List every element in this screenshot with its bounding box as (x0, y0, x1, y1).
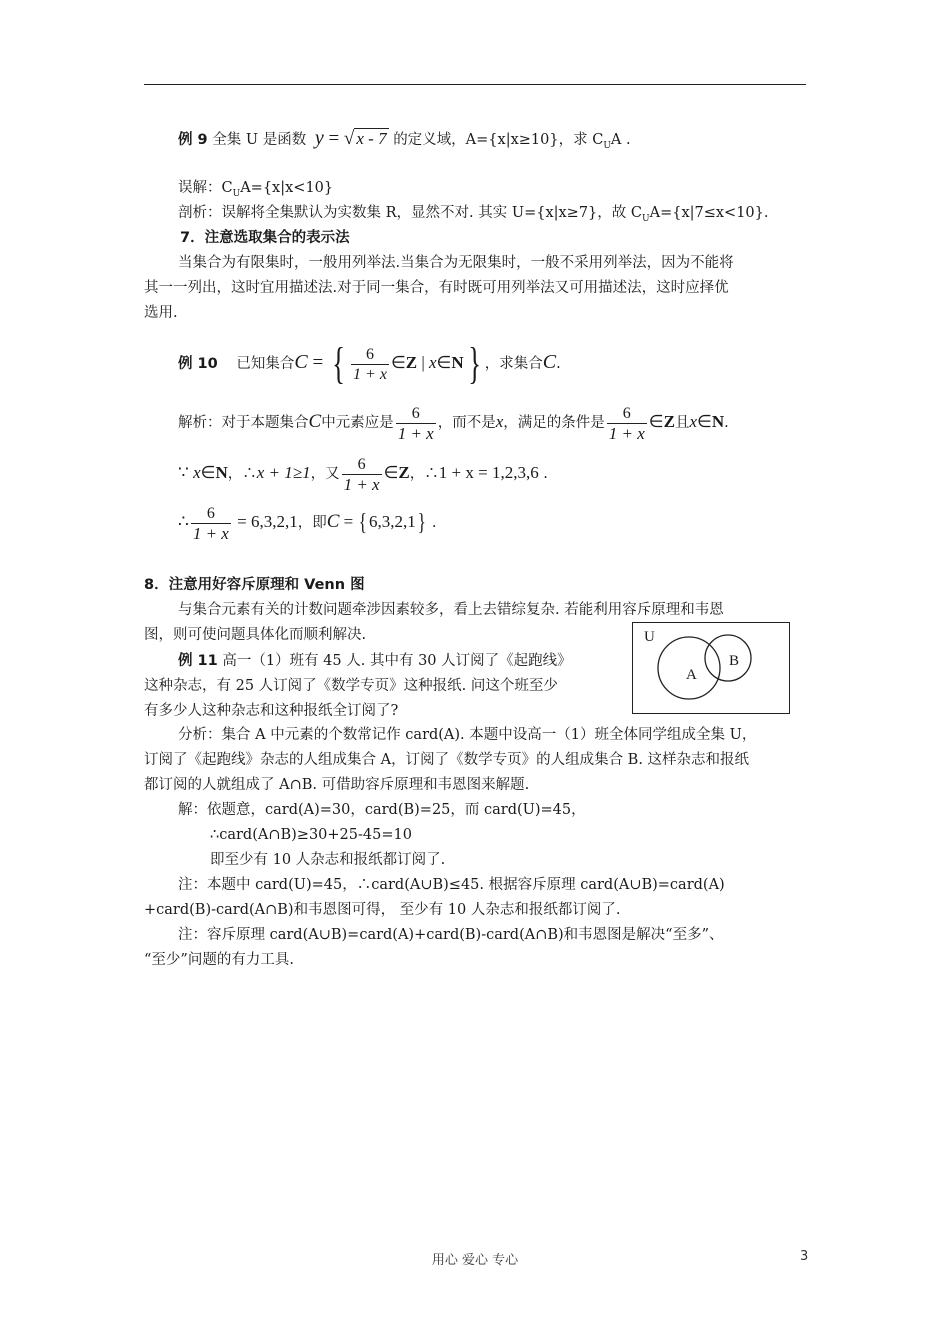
sol-text-2: 中元素应是 (321, 415, 394, 431)
var-x: x (429, 353, 437, 372)
left-brace: { (332, 339, 345, 388)
sol-in: ∈ (648, 412, 664, 431)
l3-right-brace: } (417, 510, 426, 536)
l3-eq: = (339, 512, 358, 531)
l2-also: ，又 (310, 466, 340, 482)
sqrt-sign: √ (343, 128, 355, 149)
section-7-para-1: 当集合为有限集时，一般用列举法.当集合为无限集时，一般不采用列举法，因为不能将 (178, 255, 734, 271)
complement-sub: U (603, 140, 611, 151)
venn-diagram (632, 622, 790, 714)
example-10-label: 例 10 (178, 356, 218, 372)
example-9 (178, 128, 631, 156)
l2-in: ∈ (200, 463, 216, 482)
sol-fraction-2 (607, 404, 647, 443)
l2-fraction-num: 6 (357, 455, 366, 473)
right-brace: } (467, 339, 481, 388)
analysis-9-text: 剖析：误解将全集默认为实数集 R，显然不对. 其实 U={x|x≥7}，故 C (178, 205, 642, 221)
l3-fraction-den: 1 + x (192, 523, 229, 543)
note-1-line-2: +card(B)-card(A∩B)和韦恩图可得， 至少有 10 人杂志和报纸都订阅了. (144, 902, 621, 918)
l2-fraction-den: 1 + x (343, 474, 380, 494)
example-9-text-3: A . (610, 132, 631, 148)
wrong-sub: U (232, 188, 241, 199)
formula-eq: = (323, 128, 344, 149)
example-10-text-2: ，求集合 (484, 356, 543, 372)
fraction-num: 6 (365, 345, 374, 363)
analysis-11-line-2: 订阅了《起跑线》杂志的人组成集合 A，订阅了《数学专页》的人组成集合 B. 这样杂志和报纸 (144, 752, 750, 768)
example-11-line-2: 这种杂志，有 25 人订阅了《数学专页》这种报纸. 问这个班至少 (144, 678, 558, 694)
sol-period: . (724, 415, 729, 431)
example-10 (178, 339, 561, 388)
sol-fraction-num: 6 (411, 404, 420, 422)
l2-period: . (538, 466, 548, 482)
sol-text-3: ，而不是 (437, 415, 496, 431)
page-number: 3 (800, 1249, 809, 1264)
sol-x: x (495, 412, 504, 431)
l2-therefore: ，∴ (227, 466, 257, 482)
l2-Z: Z (398, 463, 410, 482)
analysis-9-text-2: A={x|7≤x<10}. (649, 205, 769, 221)
bar: | (417, 353, 429, 372)
section-7-para-3: 选用. (144, 305, 178, 321)
l3-values: = 6,3,2,1 (232, 512, 298, 531)
solution-11-line-3: 即至少有 10 人杂志和报纸都订阅了. (210, 852, 446, 868)
sol-fraction-2-den: 1 + x (608, 423, 645, 443)
wrong-text: 误解：C (178, 180, 233, 196)
analysis-11-line-1: 分析：集合 A 中元素的个数常记作 card(A). 本题中设高一（1）班全体同学组成全集 U， (178, 727, 757, 743)
integers-Z: Z (405, 353, 418, 372)
venn-svg (633, 623, 788, 712)
l2-ineq: x + 1≥1 (256, 463, 311, 482)
l2-values: 1 + x = 1,2,3,6 (438, 463, 539, 482)
l2-x: x (193, 463, 201, 482)
example-11-label: 例 11 (178, 653, 218, 669)
analysis-11-line-3: 都订阅的人就组成了 A∩B. 可借助容斥原理和韦恩图来解题. (144, 777, 530, 793)
venn-label-U: U (644, 629, 655, 645)
solution-11-line-1: 解：依题意，card(A)=30，card(B)=25，而 card(U)=45， (178, 802, 586, 818)
venn-label-A: A (686, 667, 697, 683)
eq-sign: = (307, 352, 328, 373)
element-of-2: ∈ (436, 353, 452, 372)
analysis-9 (178, 203, 769, 229)
note-2-line-2: “至少”问题的有力工具. (144, 952, 294, 968)
header-rule (144, 84, 806, 85)
l2-therefore-2: ，∴ (409, 466, 439, 482)
note-2-line-1: 注：容斥原理 card(A∪B)=card(A)+card(B)-card(A∩B)和韦恩图是解决“至多”、 (178, 927, 724, 943)
example-9-text-2: 的定义域，A={x|x≥10}，求 C (393, 132, 604, 148)
wrong-text-2: A={x|x<10} (240, 180, 334, 196)
page-footer: 用心 爱心 专心 (431, 1253, 519, 1268)
sol-in-2: ∈ (697, 412, 712, 431)
example-10-period: . (556, 356, 561, 372)
l2-N: N (215, 463, 228, 482)
analysis-9-sub: U (642, 213, 650, 224)
because: ∵ (178, 463, 194, 482)
l3-C: C (326, 511, 340, 532)
set-C-2: C (542, 351, 557, 373)
l2-in-2: ∈ (383, 463, 399, 482)
fraction-den: 1 + x (353, 365, 387, 383)
sol-C: C (308, 411, 322, 432)
sol-fraction-2-num: 6 (622, 404, 631, 422)
example-9-text: 全集 U 是函数 (212, 132, 307, 148)
l3-fraction-num: 6 (206, 504, 215, 522)
section-8-heading: 8．注意用好容斥原理和 Venn 图 (144, 577, 365, 593)
sol-text: 解析：对于本题集合 (178, 415, 309, 431)
sol-x-2: x (689, 412, 697, 431)
element-of: ∈ (390, 353, 406, 372)
set-C: C (294, 351, 308, 373)
sol-fraction-den: 1 + x (397, 423, 434, 443)
wrong-solution (178, 178, 333, 204)
venn-label-B: B (729, 653, 740, 669)
example-10-text: 已知集合 (236, 356, 295, 372)
solution-11-line-2: ∴card(A∩B)≥30+25-45=10 (210, 827, 412, 843)
l2-fraction (342, 455, 382, 494)
formula-radicand: x - 7 (356, 129, 387, 148)
note-1-line-1: 注：本题中 card(U)=45，∴card(A∪B)≤45. 根据容斥原理 card(A∪B)=card(A) (178, 877, 725, 893)
l3-set: 6,3,2,1 (369, 512, 416, 531)
l3-therefore: ∴ (178, 512, 189, 531)
l3-namely: ，即 (297, 515, 327, 531)
l3-fraction (191, 504, 231, 543)
venn-circle-B (705, 635, 751, 681)
solution-10-line-1 (178, 400, 729, 444)
section-7-para-2: 其一一列出，这时宜用描述法.对于同一集合，有时既可用列举法又可用描述法，这时应择优 (144, 280, 729, 296)
l3-left-brace: { (359, 510, 368, 536)
l3-period: . (427, 515, 437, 531)
sol-N: N (711, 412, 725, 431)
naturals-N: N (451, 353, 464, 372)
fraction (351, 345, 389, 384)
section-8-para-1: 与集合元素有关的计数问题牵涉因素较多，看上去错综复杂. 若能利用容斥原理和韦恩 (178, 602, 724, 618)
example-11-text-1: 高一（1）班有 45 人. 其中有 30 人订阅了《起跑线》 (222, 653, 572, 669)
example-9-label: 例 9 (178, 132, 208, 148)
example-11-line-3: 有多少人这种杂志和这种报纸全订阅了? (144, 703, 399, 719)
sol-Z: Z (663, 412, 675, 431)
sol-text-4: ，满足的条件是 (503, 415, 605, 431)
sol-fraction (396, 404, 436, 443)
formula-y: y (314, 127, 324, 149)
example-11-line-1 (178, 651, 572, 671)
solution-10-line-2 (178, 451, 548, 495)
section-8-para-2: 图，则可使问题具体化而顺利解决. (144, 627, 367, 643)
sol-and: 且 (674, 415, 690, 431)
solution-10-line-3 (178, 500, 437, 544)
section-7-heading: 7．注意选取集合的表示法 (180, 230, 350, 246)
